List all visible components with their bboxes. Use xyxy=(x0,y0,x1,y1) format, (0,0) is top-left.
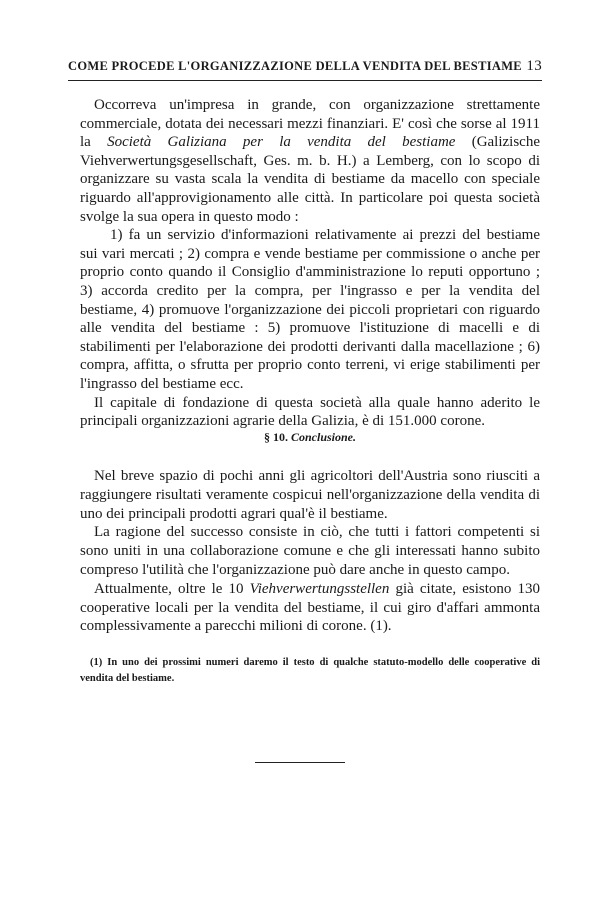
section-title: Conclusione. xyxy=(290,430,356,444)
conclusion-paragraph-3 xyxy=(80,580,540,636)
section-heading xyxy=(80,430,540,445)
page-number: 13 xyxy=(526,58,542,74)
end-rule xyxy=(255,762,345,763)
conclusion-text xyxy=(80,467,540,636)
paragraph-capital: Il capitale di fondazione di questa società alla quale hanno aderito le principali organizzazioni agrarie della Galizia, è di 151.000 corone. xyxy=(80,394,540,430)
section-number: § 10. xyxy=(263,430,288,444)
conclusion-paragraph-3-text-a: Attualmente, oltre le 10 xyxy=(94,580,250,597)
conclusion-paragraph-1: Nel breve spazio di pochi anni gli agricoltori dell'Austria sono riusciti a raggiungere risultati veramente cospicui nell'organizzazione della vendita di uno dei principali prodotti agrari qual'è il bestiame. xyxy=(80,468,540,522)
paragraph-impresa-text-b: (Galizische Viehverwertungsgesellschaft, Ges. m. b. H.) a Lemberg, con lo scopo di organizzare su vasta scala la vendita di bestiame da macello con speciale riguardo all'approvigionamento alle città. In particolare poi questa società svolge la sua opera in questo modo : xyxy=(80,134,540,225)
paragraph-impresa-text-a: Occorreva un'impresa in grande, con organizzazione strettamente commerciale, dotata dei necessari mezzi finanziari. E' così che sorse al 1911 la xyxy=(80,97,540,151)
conclusion-paragraph-3-text-b: già citate, esistono 130 cooperative locali per la vendita del bestiame, il cui giro d'affari ammonta complessivamente a parecchi milioni di corone. (1). xyxy=(80,580,540,635)
paragraph-impresa xyxy=(80,96,540,226)
footnote xyxy=(80,655,540,687)
footnote-text: (1) In uno dei prossimi numeri daremo il testo di qualche statuto-modello delle cooperative di vendita del bestiame. xyxy=(80,657,540,684)
conclusion-paragraph-2: La ragione del successo consiste in ciò, che tutti i fattori competenti si sono uniti in una collaborazione comune e che gli interessati hanno subito compreso l'utilità che l'organizzazione può dare anche in questo campo. xyxy=(80,524,540,578)
running-head xyxy=(68,58,542,75)
viehverwertungsstellen-term: Viehverwertungsstellen xyxy=(249,580,390,597)
header-rule xyxy=(68,80,542,81)
main-text xyxy=(80,96,540,431)
paragraph-activities: 1) fa un servizio d'informazioni relativamente ai prezzi del bestiame sui vari mercati ; 2) compra e vende bestiame per commissione o anche per proprio conto quando il Consiglio d'amministrazione lo reputi opportuno ; 3) accorda credito per la compra, per l'ingrasso e per la vendita del bestiame, 4) promuove l'organizzazione dei piccoli proprietari con riguardo alle vendita del bestiame : 5) promuove l'istituzione di macelli e di stabilimenti per l'elaborazione dei prodotti derivanti dalla macellazione ; 6) compra, affitta, o sfrutta per proprio conto terreni, vi erige stabilimenti per l'ingrasso del bestiame ecc. xyxy=(80,227,540,392)
running-head-title: COME PROCEDE L'ORGANIZZAZIONE DELLA VENDITA DEL BESTIAME xyxy=(68,59,522,73)
company-name: Società Galiziana per la vendita del bestiame xyxy=(107,134,456,151)
